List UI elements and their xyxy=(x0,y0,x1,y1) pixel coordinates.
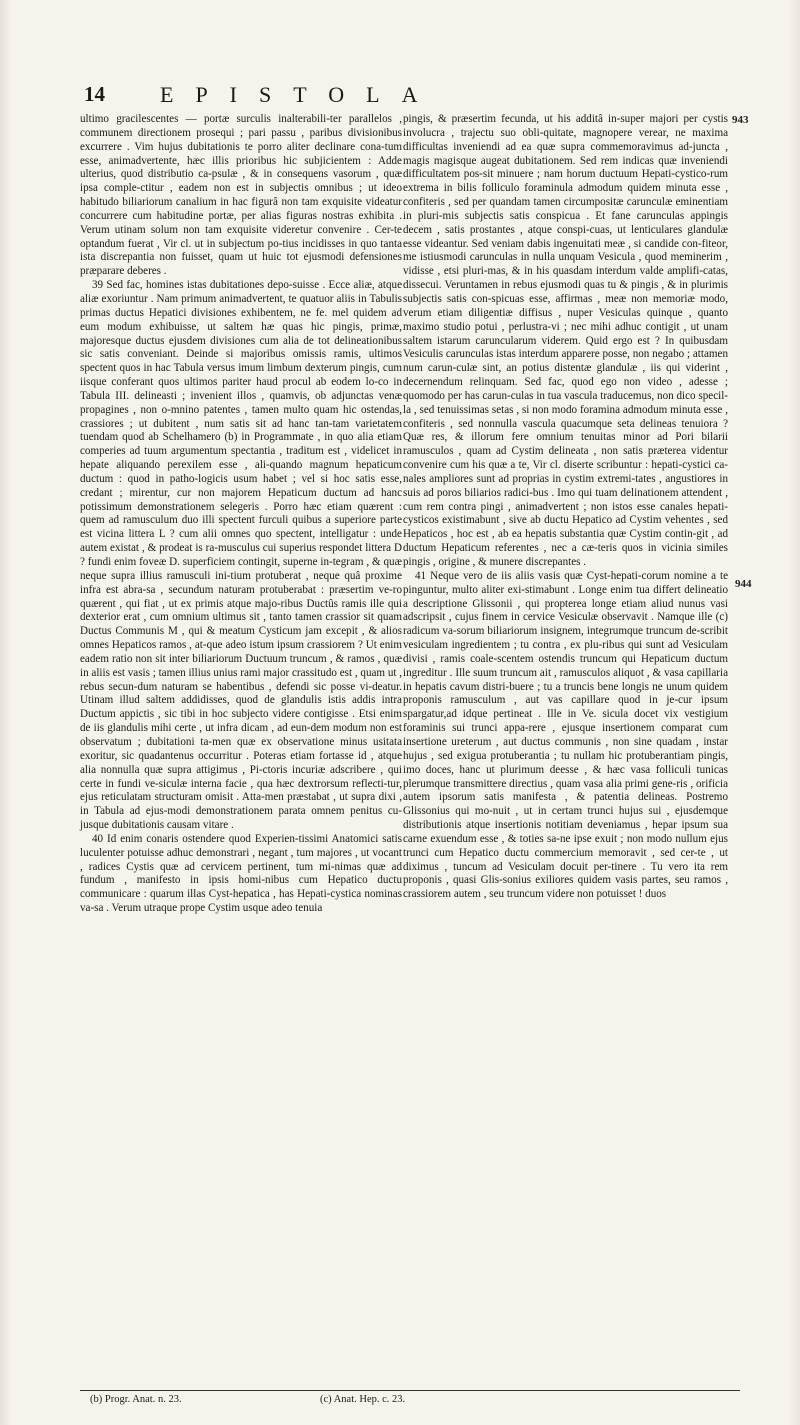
running-title: EPISTOLA xyxy=(160,82,440,107)
page-number: 14 xyxy=(84,82,105,106)
page-header xyxy=(0,82,800,110)
page-edge-right xyxy=(788,0,800,1425)
paragraph: pingis, & præsertim fecunda, ut his additâ in-super majori per cystis involucra , trajectu suo obli-quitate, magnopere verear, ne maxima difficultas inveniendi ad ea quæ supra commemoravimus ad-juncta , magis magisque augeat dubitationem. Sed rem indicas quæ inveniendi difficultatem pos-sit minuere ; nam horum ductuum Hepati-cystico-rum extrema in bilis folliculo foraminula admodum quidem minuta esse , confiteris , sed per quandam tamen circumpositæ carunculæ eminentiam in pluri-mis subjectis satis conspicua . Et fane carunculas appingis decem , satis prostantes , atque conspi-cuas, ut lenticulares glandulæ esse videantur. Sed veniam dabis ingenuitati meæ , si candide con-fiteor, me istiusmodi carunculas in nulla unquam Vesicula , quod meminerim , vidisse , etsi pluri-mas, & in his quasdam interdum valde amplifi-catas, dissecui. Veruntamen in rebus ejusmodi quas tu & pingis , & in plurimis subjectis satis con-spicuas esse, affirmas , meæ non memoriæ modo, verum etiam diligentiæ diffisus , nuper Vesiculas quinque , quanto maximo studio potui , perlustra-vi ; nec mihi adhuc contigit , ut unam saltem istarum caruncularum viderem. Quid ergo est ? In quibusdam Vesiculis carunculas istas interdum apparere posse, non negabo ; attamen num carun-culæ sint, an potius distentæ glandulæ , iis qui viderint , decernendum relinquam. Sed fac, quod ego non video , adesse ; quomodo per has carun-culas in tua vascula traducemus, non dico specil-la , sed tenuissimas setas , si non modo foramina admodum minuta esse , confiteris , sed nonnulla vascula quacumque seta delineas tenuiora ? Quæ res, & illorum fere omnium tenuitas minor ad Pori bilarii ramusculos , quam ad Cystim delineata , non satis præterea videntur convenire cum his quæ a te, Vir cl. diserte scribuntur : hepati-cystici ca-nales ampliores sunt ad proprias in cystim extremi-tates , angustiores in suis ad poros biliarios radici-bus . Imo qui tuam delinationem attendent , cum rem contra pingi , animadvertent ; non istos esse canales hepati-cysticos existimabunt , sive ab ductu Hepatico ad Cystim vehentes , sed Hepaticos , hoc est , ab ea hepatis substantia quæ Cystim contin-git , ad ductum Hepaticum referentes , nec a cæ-teris quos in vicinia similes pingis , origine , & munere discrepantes . xyxy=(403,113,728,568)
paragraph: 41 Neque vero de iis aliis vasis quæ Cyst-hepati-corum nomine a te pinguntur, multo aliter exi-stimabunt . Longe enim tua differt delineatio a descriptione Glissonii , qui propterea longe etiam aliud nunus vasi adscripsit , cujus finem in cervice Vesiculæ observavit . Namque ille (c) radicum va-sorum biliariorum insignem, integrumque truncum de-scribit vesiculam ingredientem ; tu contra , ex plu-ribus qui sunt ad Vesiculam divisi , ramis coale-scentem ostendis truncum qui Hepaticum ductum ingreditur . Ille suum truncum ait , ramusculos aliquot , & vasa capillaria in hepatis cavum distri-buere ; tu a truncis bene longis ne unum quidem proponis ramusculum , aut vas capillare quod in je-cur ipsum spargatur,ad idque pertineat . Ille in Ve. sicula docet vix vestigium foraminis sui trunci appa-rere , ejusque insertionem comparat cum insertione ureterum , aut ductus communis , non sine quadam , instar hujus , sed exigua protuberantia ; tu nullam hic protuberantiam pingis, imo doces, hanc ut plurimum deesse , & hæc vasa folliculi tunicas plerumque transmittere directius , quam vasa alia primi gene-ris , orificia autem ipsorum satis manifesta , & patentia delineas. Postremo Glissonius qui mo-nuit , ut in certam trunci hujus sui , ejusdemque distributionis atque insertionis notitiam deveniamus , hepar ipsum sua carne exuendum esse , & toties sa-ne ipse exuit ; non modo nullum ejus trunci cum Hepatico ductu commercium memoravit , sed cer-te , ut diximus , tuncum ad Vesiculam docuit per-tinere . Tu vero ita rem proponis , quasi Glis-sonius exiliores quidem vasis partes, seu ramos , crassiorem autem , seu truncum videre non potuisset ! duos xyxy=(403,569,728,901)
paragraph: ultimo gracilescentes — portæ surculis inalterabili-ter parallelos , communem directionem prosequi ; pari passu , paribus divisionibus excurrere . Vim hujus dubitationis te porro aliter declinare cona-tum esse, animadvertente, hæc illis prioribus hic subjicientem : Adde ulterius, quod distributio ca-psulæ , & in consequens vasorum , quæ ipsa comple-ctitur , eadem non est in subjectis omnibus ; ut ideo habitudo biliariorum canalium in hac figurâ non tam exquisite videatur concurrere cum habitudine portæ, per alias figuras nostras exhibita . Verum utinam solum non tam exquisite videretur convenire . Cer-te optandum fuerat , Vir cl. ut in subjectum po-tius incidisses in quo tanta ista discrepantia non fuisset, quam ut huic tot ejusmodi defensiones præparare deberes . xyxy=(80,113,402,278)
footnote-c: (c) Anat. Hep. c. 23. xyxy=(320,1394,406,1405)
paragraph: 40 Id enim conaris ostendere quod Experien-tissimi Anatomici satis luculenter potuisse adhuc demonstrari , negant , tum majores , ut vocant , radices Cystis quæ ad cervicem pertinent, tum mi-nimas quæ ad fundum , manifesto in ipsis homi-nibus cum Hepatico ductu communicare : quarum illas Cyst-hepatica , has Hepati-cystica nominas va-sa . Verum utraque prope Cystim usque adeo tenuia xyxy=(80,832,402,915)
margin-note: 943 xyxy=(732,114,749,126)
footnote-rule xyxy=(80,1390,740,1391)
margin-note: 944 xyxy=(735,578,752,590)
right-column xyxy=(403,113,728,902)
page-edge-left xyxy=(0,0,12,1425)
footnotes xyxy=(80,1394,740,1408)
left-column xyxy=(80,113,402,916)
footnote-b: (b) Progr. Anat. n. 23. xyxy=(90,1394,182,1405)
paragraph: 39 Sed fac, homines istas dubitationes depo-suisse . Ecce aliæ, atque aliæ exoriuntur . Nam primum animadvertent, te quatuor aliis in Tabulis primas ductus Hepatici divisiones exhibentem, ne fe. mel quidem ad eum modum exhibuisse, ut saltem hæ quas hic pingis, primæ, majoresque ductus ejusdem divisiones cum alia de tot delineationibus sic satis conveniant. Deinde si majoribus omissis ramis, ultimos spectent quos in hac Tabula versus imum limbum dexterum pingis, cum iisque conferant quos ultimos pariter haud procul ab eodem lo-co in Tabula III. delineasti ; invenient illos , quamvis, ob adjunctas venæ propagines , non o-mnino patentes , tamen multo quam hic ostendas, crassiores ; ut dubitent , num satis sit ad hanc tan-tam varietatem tuendam quod ab Schelhamero (b) in Programmate , in quo alia etiam comperies ad tuum argumentum spectantia , traditum est , videlicet in hepate aliquando perexilem esse , ali-quando magnum hepaticum ductum : quod in patho-logicis usum habet ; vel si hoc satis esse, credant ; mirentur, cur non majorem Hepaticum ductum ad hanc potissimum demonstrationem selegeris . Porro hæc etiam quærent : quem ad ramusculum duo illi spectent furculi quibus a superiore parte est vicina littera L ? cum alii omnes quo spectent, intelligatur : unde autem existat , & prodeat is ra-musculus cui superius respondet littera D ? fundi enim foveæ D. superficiem contingit, superne in-tegram , & quæ neque supra illius ramusculi ini-tium protuberat , neque quâ proxime infra est abra-sa , secundum naturam protuberabat : præsertim ve-ro quærent , qui fiat , ut ex primis atque majo-ribus Ductûs ramis ille qui dexterior erat , cum omnium ultimus sit , tanto tamen crassior sit quam Ductus Communis M , qui & meatum Cysticum jam excepit , & alios omnes Hepaticos ramos , at-que adeo istum ipsum crassiorem ? Ut enim eadem ratio non sit inter biliariorum Ductuum truncum , & ramos , quæ in aliis est vasis ; tamen illius unius rami major crassitudo est , quam ut , rebus secun-dum naturam se habentibus , defendi sic posse vi-deatur. Utinam illud saltem addidisses, quod de glandulis istis addis intra Ductum appictis , sic tibi in hoc subjecto videre contigisse . Etsi enim de iis glandulis mihi certe , ut infra dicam , ad eun-dem modum non est observatum ; dubitationi ta-men quæ ex observatione minus usitata exoritur, sic quadantenus occurritur . Poteras etiam fortasse id , atque alia nonnulla quæ supra attigimus , Pi-ctoris incuriæ adscribere , qui certe in fundi ve-siculæ interna facie , qua hæc dextrorsum reflecti-tur, ejus reticulatam structuram omisit . Atta-men præstabat , ut supra dixi , in Tabula ad ejus-modi demonstrationem parata omnem penitus cu-jusque dubitationis causam vitare . xyxy=(80,279,402,832)
